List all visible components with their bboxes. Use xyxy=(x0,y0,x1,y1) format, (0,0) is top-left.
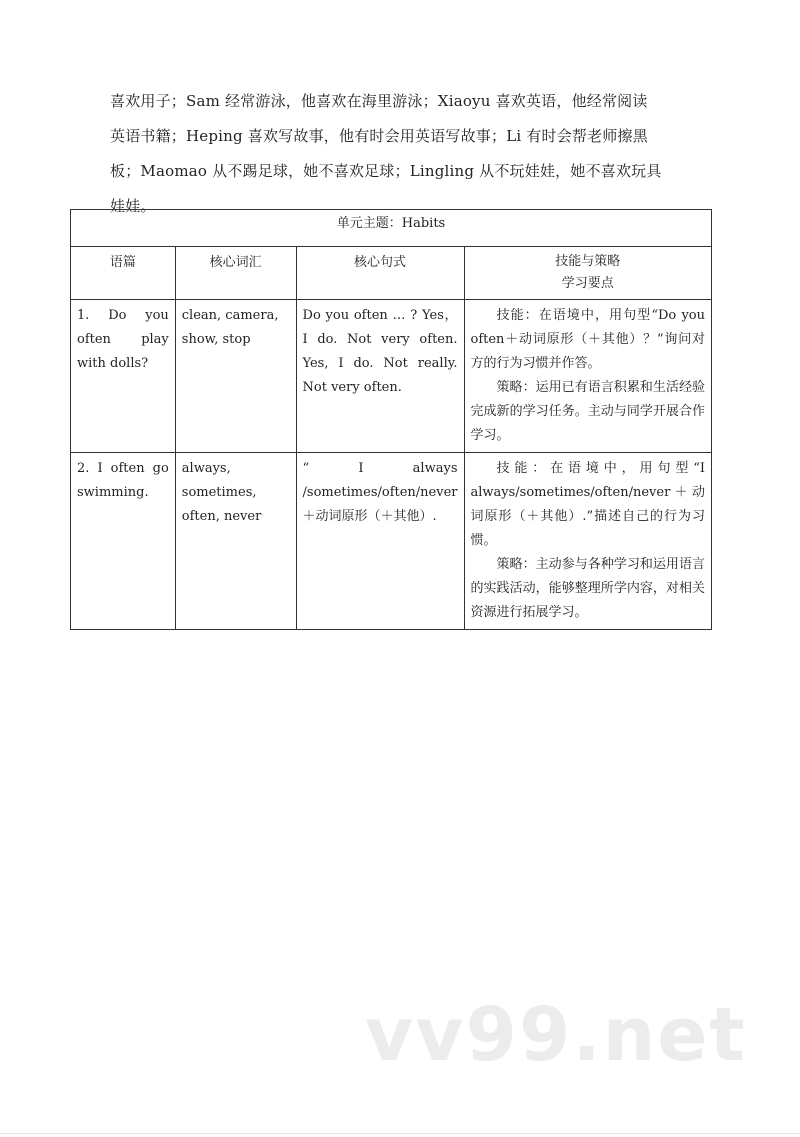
header-row xyxy=(71,247,712,300)
unit-table xyxy=(70,209,712,630)
strategy-text: 策略：运用已有语言积累和生活经验完成新的学习任务。主动与同学开展合作学习。 xyxy=(470,380,705,443)
watermark: vv99.net xyxy=(365,992,747,1078)
unit-theme: 单元主题：Habits xyxy=(71,210,712,247)
table-row xyxy=(71,300,712,453)
header-skill-line2: 学习要点 xyxy=(561,276,614,291)
cell-skill xyxy=(464,300,712,453)
header-sentence: 核心句式 xyxy=(296,247,464,300)
strategy-text: 策略：主动参与各种学习和运用语言的实践活动，能够整理所学内容，对相关资源进行拓展学习。 xyxy=(470,557,705,620)
intro-line-1: 喜欢用子；Sam 经常游泳，他喜欢在海里游泳；Xiaoyu 喜欢英语，他经常阅读 xyxy=(110,92,648,110)
header-skill xyxy=(464,247,712,300)
cell-vocab: always, sometimes, often, never xyxy=(175,453,296,630)
header-skill-line1: 技能与策略 xyxy=(555,254,621,269)
intro-line-2: 英语书籍；Heping 喜欢写故事，他有时会用英语写故事；Li 有时会帮老师擦黑 xyxy=(110,127,648,145)
intro-line-3: 板；Maomao 从不踢足球，她不喜欢足球；Lingling 从不玩娃娃，她不喜欢玩具 xyxy=(110,162,662,180)
header-text: 语篇 xyxy=(71,247,176,300)
skill-text: 技能：在语境中，用句型“I always/sometimes/often/never＋动词原形（＋其他）.”描述自己的行为习惯。 xyxy=(470,461,705,548)
cell-sentence: Do you often … ? Yes，I do. Not very often. Yes, I do. Not really. Not very often. xyxy=(296,300,464,453)
theme-row xyxy=(71,210,712,247)
intro-paragraph xyxy=(110,84,690,224)
page-bottom-divider xyxy=(0,1133,800,1134)
cell-sentence: “ I always /sometimes/often/never ＋动词原形（＋其他）. xyxy=(296,453,464,630)
cell-vocab: clean, camera, show, stop xyxy=(175,300,296,453)
intro-line-4: 娃娃。 xyxy=(110,197,156,215)
skill-text: 技能：在语境中，用句型“Do you often＋动词原形（＋其他）？”询问对方的行为习惯并作答。 xyxy=(470,308,705,371)
cell-text: 2. I often go swimming. xyxy=(71,453,176,630)
header-vocab: 核心词汇 xyxy=(175,247,296,300)
table-row xyxy=(71,453,712,630)
cell-text: 1. Do you often play with dolls? xyxy=(71,300,176,453)
cell-skill xyxy=(464,453,712,630)
